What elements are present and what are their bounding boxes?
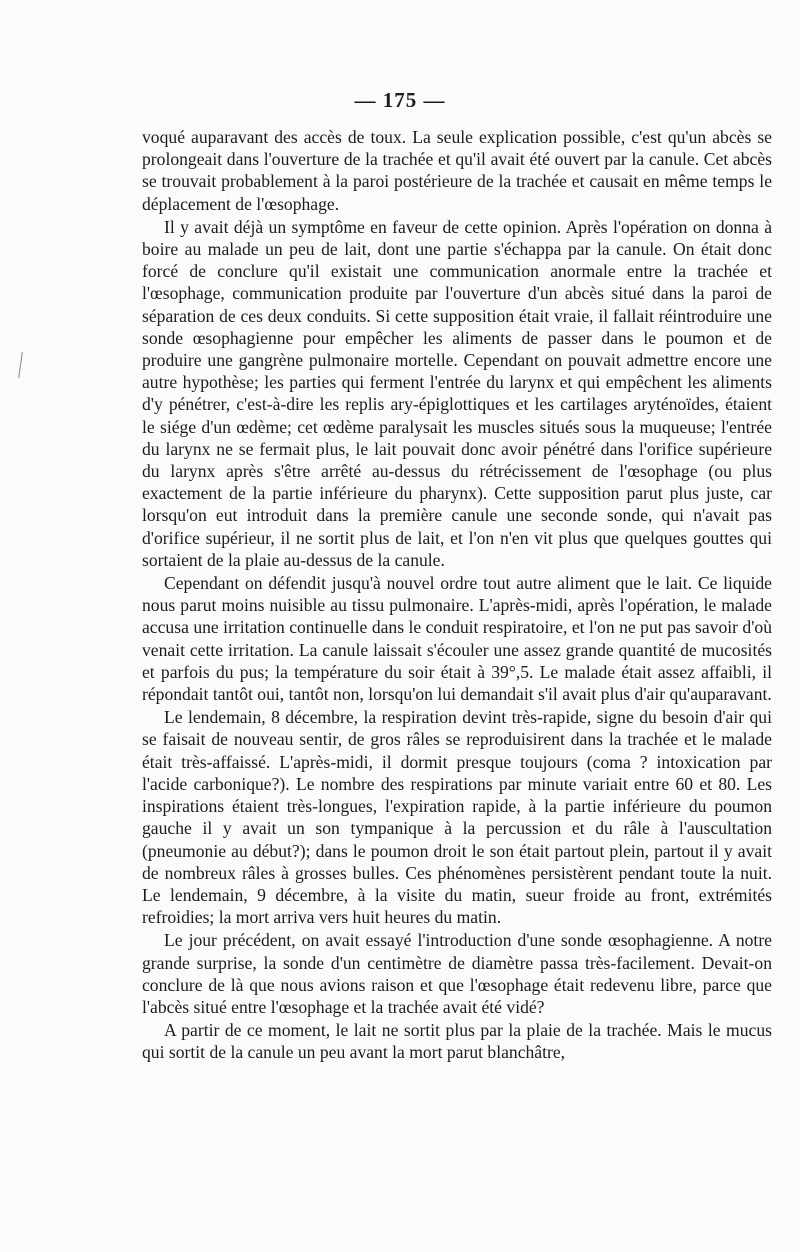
- paragraph: Cependant on défendit jusqu'à nouvel ordre tout autre aliment que le lait. Ce liquide nous parut moins nuisible au tissu pulmonaire. L'après-midi, après l'opération, le malade accusa une irritation continuelle dans le conduit respiratoire, et l'on ne put pas savoir d'où venait cette irritation. La canule laissait s'écouler une assez grande quantité de mucosités et parfois du pus; la température du soir était à 39°,5. Le malade était assez affaibli, il répondait tantôt oui, tantôt non, lorsqu'on lui demandait s'il avait plus d'air qu'auparavant.: [142, 573, 772, 705]
- body-text: [142, 126, 772, 1064]
- paragraph-continued: voqué auparavant des accès de toux. La seule explication possible, c'est qu'un abcès se prolongeait dans l'ouverture de la trachée et qu'il avait été ouvert par la canule. Cet abcès se trouvait probablement à la paroi postérieure de la trachée et causait en même temps le déplacement de l'œsophage.: [142, 127, 772, 214]
- paragraph: Le lendemain, 8 décembre, la respiration devint très-rapide, signe du besoin d'air qui se faisait de nouveau sentir, de gros râles se reproduisirent dans la trachée et le malade était très-affaissé. L'après-midi, il dormit presque toujours (coma ? intoxication par l'acide carbonique?). Le nombre des respirations par minute variait entre 60 et 80. Les inspirations étaient très-longues, l'expiration rapide, à la partie inférieure du poumon gauche il y avait un son tympanique à la percussion et du râle à l'auscultation (pneumonie au début?); dans le poumon droit le son était partout plein, partout il y avait de nombreux râles à grosses bulles. Ces phénomènes persistèrent pendant toute la nuit. Le lendemain, 9 décembre, à la visite du matin, sueur froide au front, extrémités refroidies; la mort arriva vers huit heures du matin.: [142, 707, 772, 928]
- margin-pencil-mark: [18, 352, 23, 378]
- paragraph: Le jour précédent, on avait essayé l'introduction d'une sonde œsophagienne. A notre grande surprise, la sonde d'un centimètre de diamètre passa très-facilement. Devait-on conclure de là que nous avions raison et que l'œsophage était redevenu libre, parce que l'abcès situé entre l'œsophage et la trachée avait été vidé?: [142, 930, 772, 1017]
- page-number: — 175 —: [354, 88, 446, 112]
- paragraph: A partir de ce moment, le lait ne sortit plus par la plaie de la trachée. Mais le mucus qui sortit de la canule un peu avant la mort parut blanchâtre,: [142, 1020, 772, 1063]
- paragraph: Il y avait déjà un symptôme en faveur de cette opinion. Après l'opération on donna à boire au malade un peu de lait, dont une partie s'échappa par la canule. On était donc forcé de conclure qu'il existait une communication anormale entre la trachée et l'œsophage, communication produite par l'ouverture d'un abcès situé dans la paroi de séparation de ces deux conduits. Si cette supposition était vraie, il fallait réintroduire une sonde œsophagienne pour empêcher les aliments de passer dans le poumon et de produire une gangrène pulmonaire mortelle. Cependant on pouvait admettre encore une autre hypothèse; les parties qui ferment l'entrée du larynx et qui empêchent les aliments d'y pénétrer, c'est-à-dire les replis ary-épiglottiques et les cartilages aryténoïdes, étaient le siége d'un œdème; cet œdème paralysait les muscles situés sous la muqueuse; l'entrée du larynx ne se fermait plus, le lait pouvait donc avoir pénétré dans l'orifice supérieure du larynx après s'être arrêté au-dessus du rétrécissement de l'œsophage (ou plus exactement de la partie inférieure du pharynx). Cette supposition parut plus juste, car lorsqu'on eut introduit dans la première canule une seconde sonde, qui n'avait pas d'orifice supérieur, il ne sortit plus de lait, et l'on n'en vit plus que quelques gouttes qui sortaient de la plaie au-dessus de la canule.: [142, 216, 772, 570]
